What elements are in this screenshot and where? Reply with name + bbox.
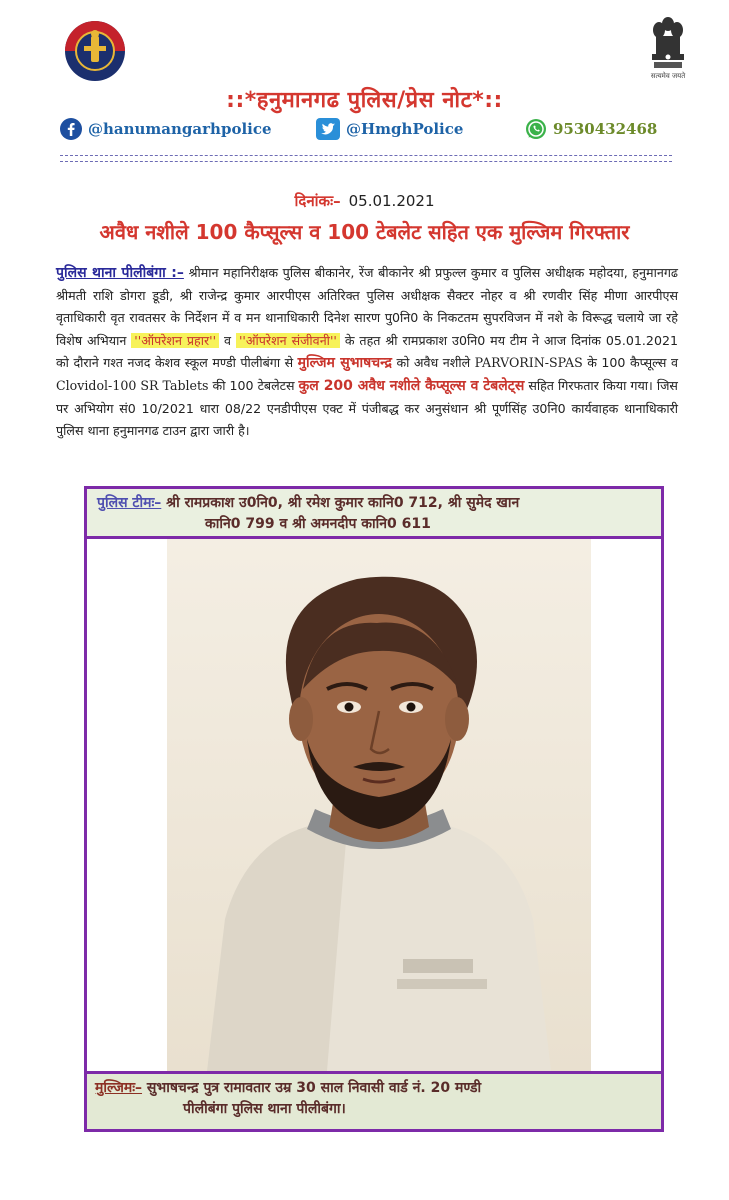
header-divider [60, 161, 672, 162]
accused-details-box [87, 1071, 661, 1129]
police-team-line-1: श्री रामप्रकाश उ0नि0, श्री रमेश कुमार कानि0 712, श्री सुमेद खान [166, 495, 520, 511]
press-note-body [56, 262, 678, 443]
body-text: व [224, 332, 232, 348]
accused-name-highlight: मुल्जिम सुभाषचन्द्र [297, 355, 392, 372]
whatsapp-number[interactable] [525, 117, 657, 141]
operation-prahar: ''ऑपरेशन प्रहार'' [131, 333, 219, 348]
total-seizure-highlight: कुल 200 अवैध नशीले कैप्सूल्स व टेबलेट्स [298, 377, 525, 394]
body-text: श्रीमान महानिरीक्षक पुलिस बीकानेर, रेंज बीकानेर श्री प्रफुल्ल कुमार व पुलिस अधीक्षक महोदया, हनुमानगढ श्रीमती राशि डोगरा डूडी, श्री राजेन्द्र कुमार आरपीएस अतिरिक्त पुलिस अधीक्षक सैक्टर नोहर व श्री रणवीर सिंह मीणा आरपीएस वृताधिकारी वृत रावतसर के निर्देशन में व मन थानाधिकारी दिनेश सारण पु0नि0 के निकटतम सुपरविजन में नशे के विरूद्ध चलाये जा रहे विशेष अभियान [56, 265, 679, 348]
twitter-handle[interactable] [316, 117, 463, 141]
facebook-handle[interactable] [60, 117, 272, 141]
drug-name-capsules: PARVORIN-SPAS [474, 355, 583, 371]
police-team-box [87, 489, 661, 539]
header-divider [60, 155, 672, 156]
police-team-label: पुलिस टीमः– [97, 495, 162, 511]
emblem-motto: सत्यमेव जयते [650, 72, 686, 80]
headline: अवैध नशीले 100 कैप्सूल्स व 100 टेबलेट सहित एक मुल्जिम गिरफ्तार [99, 220, 630, 244]
twitter-handle-text: @HmghPolice [346, 120, 464, 138]
police-team-text [97, 493, 653, 535]
national-emblem [648, 14, 688, 74]
body-text: की 100 टेबलेटस [212, 377, 295, 393]
accused-line-2: पीलीबंगा पुलिस थाना पीलीबंगा। [183, 1101, 346, 1117]
facebook-handle-text: @hanumangarhpolice [88, 120, 272, 138]
accused-details-text [95, 1078, 655, 1120]
body-text: को अवैध नशीले [396, 355, 471, 371]
date-label: दिनांकः– [294, 192, 341, 210]
twitter-icon [316, 118, 340, 140]
accused-photo [167, 539, 591, 1071]
date-value: 05.01.2021 [348, 192, 435, 210]
station-label: पुलिस थाना पीलीबंगा :– [56, 265, 184, 281]
drug-name-tablets: Clovidol-100 SR Tablets [56, 377, 209, 393]
facebook-icon [60, 118, 82, 140]
operation-sanjeevani: ''ऑपरेशन संजीवनी'' [236, 333, 340, 348]
press-date [0, 191, 729, 211]
details-frame [84, 486, 664, 1132]
whatsapp-number-text: 9530432468 [553, 120, 658, 138]
press-note-title: ::*हनुमानगढ पुलिस/प्रेस नोट*:: [226, 88, 503, 113]
body-text: के 100 कैप्सूल्स व [587, 355, 678, 371]
body-text: के तहत श्री रामप्रकाश उ0नि0 मय टीम ने आज दिनांक 05.01.2021 को दौराने गश्त नजद केशव स्कूल मण्डी पीलीबंगा से [56, 332, 678, 371]
police-logo [64, 20, 126, 82]
whatsapp-icon [525, 118, 547, 140]
police-team-line-2: कानि0 799 व श्री अमनदीप कानि0 611 [205, 516, 431, 532]
body-text: सहित गिरफतार किया गया। जिस पर अभियोग सं0 10/2021 धारा 08/22 एनडीपीएस एक्ट में पंजीबद्ध कर अनुसंधान श्री पूर्णसिंह उ0नि0 कार्यवाहक थानाधिकारी पुलिस थाना हनुमानगढ टाउन द्वारा जारी है। [56, 377, 678, 439]
accused-label: मुल्जिमः– [95, 1080, 143, 1096]
accused-line-1: सुभाषचन्द्र पुत्र रामावतार उम्र 30 साल निवासी वार्ड नं. 20 मण्डी [146, 1080, 482, 1096]
